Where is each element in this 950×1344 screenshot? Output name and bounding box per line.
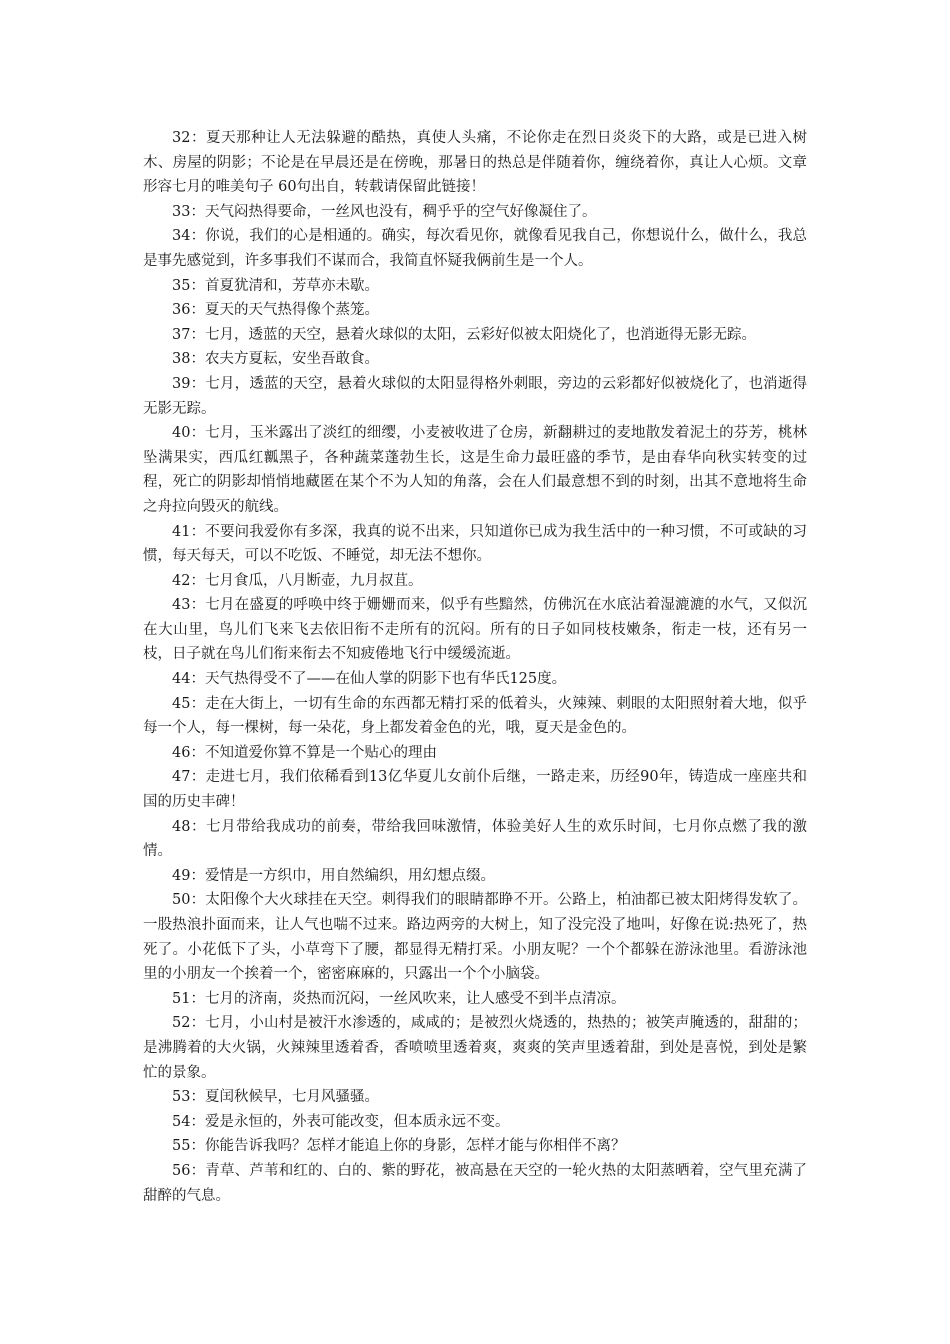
paragraph-41: 41：不要问我爱你有多深，我真的说不出来，只知道你已成为我生活中的一种习惯，不可或缺的习惯，每天每天，可以不吃饭、不睡觉，却无法不想你。 [143, 523, 807, 565]
paragraph-48: 48：七月带给我成功的前奏，带给我回味激情，体验美好人生的欢乐时间，七月你点燃了我的激情。 [143, 818, 807, 860]
paragraph-40: 40：七月，玉米露出了淡红的细缨，小麦被收进了仓房，新翻耕过的麦地散发着泥土的芬芳，桃林坠满果实，西瓜红瓤黑子，各种蔬菜蓬勃生长，这是生命力最旺盛的季节，是由春华向秋实转变的过程，死亡的阴影却悄悄地藏匿在某个不为人知的角落，会在人们最意想不到的时刻，出其不意地将生命之舟拉向毁灭的航线。 [143, 425, 807, 515]
paragraph-32: 32：夏天那种让人无法躲避的酷热，真使人头痛，不论你走在烈日炎炎下的大路，或是已进入树木、房屋的阴影；不论是在早晨还是在傍晚，那暑日的热总是伴随着你，缠绕着你，真让人心烦。文章形容七月的唯美句子 60句出自，转载请保留此链接！ [143, 130, 807, 196]
paragraph-38: 38：农夫方夏耘，安坐吾敢食。 [172, 351, 379, 368]
paragraph-52: 52：七月，小山村是被汗水渗透的，咸咸的；是被烈火烧透的，热热的；被笑声腌透的，甜甜的；是沸腾着的大火锅，火辣辣里透着香，香喷喷里透着爽，爽爽的笑声里透着甜，到处是喜悦，到处是繁忙的景象。 [143, 1015, 807, 1081]
paragraph-42: 42：七月食瓜，八月断壶，九月叔苴。 [172, 572, 423, 589]
paragraph-44: 44：天气热得受不了——在仙人掌的阴影下也有华氏125度。 [172, 671, 567, 688]
paragraph-56: 56：青草、芦苇和红的、白的、紫的野花，被高悬在天空的一轮火热的太阳蒸晒着，空气里充满了甜醉的气息。 [143, 1162, 807, 1204]
paragraph-36: 36：夏天的天气热得像个蒸笼。 [172, 302, 379, 319]
paragraph-51: 51：七月的济南，炎热而沉闷，一丝风吹来，让人感受不到半点清凉。 [172, 990, 626, 1007]
paragraph-37: 37：七月，透蓝的天空，悬着火球似的太阳，云彩好似被太阳烧化了，也消逝得无影无踪。 [172, 326, 756, 343]
paragraph-35: 35：首夏犹清和，芳草亦未歇。 [172, 277, 379, 294]
paragraph-34: 34：你说，我们的心是相通的。确实，每次看见你，就像看见我自己，你想说什么，做什么，我总是事先感觉到，许多事我们不谋而合，我简直怀疑我俩前生是一个人。 [143, 228, 807, 269]
paragraph-43: 43：七月在盛夏的呼唤中终于姗姗而来，似乎有些黯然，仿佛沉在水底沾着湿漉漉的水气，又似沉在大山里，鸟儿们飞来飞去依旧衔不走所有的沉闷。所有的日子如同枝枝嫩条，衔走一枝，还有另一枝，日子就在鸟儿们衔来衔去不知疲倦地飞行中缓缓流逝。 [143, 597, 807, 663]
paragraph-54: 54：爱是永恒的，外表可能改变，但本质永远不变。 [172, 1113, 510, 1130]
paragraph-33: 33：天气闷热得要命，一丝风也没有，稠乎乎的空气好像凝住了。 [172, 203, 597, 220]
paragraph-50: 50：太阳像个大火球挂在天空。刺得我们的眼睛都睁不开。公路上，柏油都已被太阳烤得发软了。一股热浪扑面而来，让人气也喘不过来。路边两旁的大树上，知了没完没了地叫，好像在说:热死了，热死了。小花低下了头，小草弯下了腰，都显得无精打采。小朋友呢？一个个都躲在游泳池里。看游泳池里的小朋友一个挨着一个，密密麻麻的，只露出一个个小脑袋。 [143, 892, 807, 983]
document-body [143, 126, 807, 1208]
paragraph-53: 53：夏闰秋候早，七月风骚骚。 [172, 1089, 379, 1106]
paragraph-39: 39：七月，透蓝的天空，悬着火球似的太阳显得格外刺眼，旁边的云彩都好似被烧化了，也消逝得无影无踪。 [143, 375, 807, 417]
paragraph-55: 55：你能告诉我吗？怎样才能追上你的身影，怎样才能与你相伴不离？ [172, 1138, 626, 1155]
paragraph-45: 45：走在大街上，一切有生命的东西都无精打采的低着头，火辣辣、刺眼的太阳照射着大地，似乎每一个人，每一棵树，每一朵花，身上都发着金色的光，哦，夏天是金色的。 [143, 695, 807, 737]
paragraph-49: 49：爱情是一方织巾，用自然编织，用幻想点缀。 [172, 867, 495, 884]
paragraph-47: 47：走进七月，我们依稀看到13亿华夏儿女前仆后继，一路走来，历经90年，铸造成一座座共和国的历史丰碑！ [143, 769, 807, 811]
paragraph-46: 46：不知道爱你算不算是一个贴心的理由 [172, 744, 437, 761]
